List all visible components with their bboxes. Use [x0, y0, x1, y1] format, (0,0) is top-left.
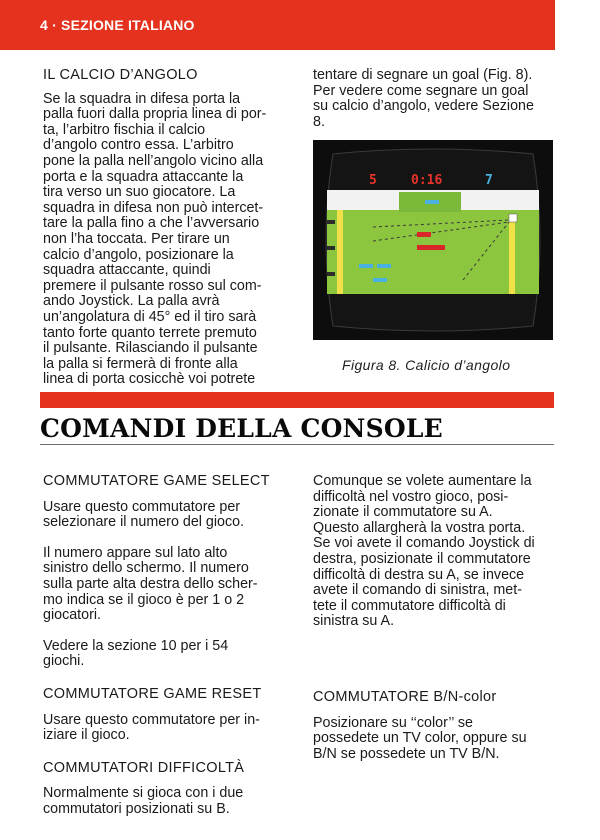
corner-kick-body-left: Se la squadra in difesa porta la palla fuori dalla propria linea di por- ta, l’arbitro fischia il calcio d’angolo contro essa. L’arbitro pone la palla nell’angolo vicino alla porta e la squadra attaccante la tira verso un suo giocatore. La squadra in difesa non può intercet- tare la palla fino a che l’avversario non l’ha toccata. Per tirare un calcio d’angolo, posizionare la squadra attaccante, quindi premere il pulsante rosso sul com- ando Joystick. La palla avrà un’angolatura di 45° ed il tiro sarà tanto forte quanto terrete premuto il pulsante. Rilasciando il pulsante la palla si fermerà di fronte alla linea di porta cosicchè voi potrete — [43, 90, 267, 388]
corner-kick-body-right: tentare di segnare un goal (Fig. 8). Per vedere come segnare un goal su calcio d’angolo, vedere Sezione 8. — [313, 67, 534, 130]
corner-kick-heading: IL CALCIO D’ANGOLO — [43, 67, 198, 83]
corner-kick-left-column — [43, 68, 293, 388]
ball-marker — [509, 214, 517, 222]
console-section-title: COMANDI DELLA CONSOLE — [40, 414, 443, 443]
difficulty-p1: Normalmente si gioca con i due commutatori posizionati su B. — [43, 785, 244, 817]
tv-screen-illustration — [313, 140, 553, 340]
game-select-p2: Il numero appare sul lato alto sinistro dello schermo. Il numero sulla parte alta destra dello scher- mo indica se il gioco è per 1 o 2 giocatori. — [43, 544, 258, 624]
game-reset-heading: COMMUTATORE GAME RESET — [43, 685, 262, 702]
game-clock: 0:16 — [411, 173, 443, 188]
bw-color-block — [313, 690, 563, 762]
page-header-title: 4 · SEZIONE ITALIANO — [40, 17, 195, 33]
bw-color-heading: COMMUTATORE B/N-color — [313, 689, 497, 705]
score-right: 7 — [485, 173, 493, 188]
game-select-p3: Vedere la sezione 10 per i 54 giochi. — [43, 637, 229, 670]
figure-8-game-screen — [313, 140, 553, 340]
difficulty-p2: Comunque se volete aumentare la difficoltà nel vostro gioco, posi- zionate il commutatore su A. Questo allargherà la vostra porta. Se voi avete il comando Joystick di destra, posizionate il commutatore difficoltà di destra su A, se invece avete il comando di sinistra, met- tete il commutatore difficoltà di sinistra su A. — [313, 473, 535, 630]
figure-8-caption: Figura 8. Calicio d’angolo — [342, 357, 511, 373]
difficulty-heading: COMMUTATORI DIFFICOLTÀ — [43, 759, 245, 776]
score-left: 5 — [369, 173, 377, 188]
header-bar — [0, 0, 555, 50]
section-red-bar — [40, 392, 554, 408]
goalkeeper-marker — [425, 200, 439, 204]
console-left-column — [43, 474, 298, 818]
corner-kick-right-column — [313, 68, 563, 130]
game-select-p1: Usare questo commutatore per selezionare il numero del gioco. — [43, 498, 245, 531]
bw-color-p1: Posizionare su ‘‘color’’ se possedete un TV color, oppure su B/N se possedete un TV B/N. — [313, 714, 527, 762]
game-select-heading: COMMUTATORE GAME SELECT — [43, 473, 270, 489]
console-right-column — [313, 474, 563, 630]
section-rule — [40, 444, 554, 445]
game-reset-p1: Usare questo commutatore per in- iziare il gioco. — [43, 711, 260, 744]
